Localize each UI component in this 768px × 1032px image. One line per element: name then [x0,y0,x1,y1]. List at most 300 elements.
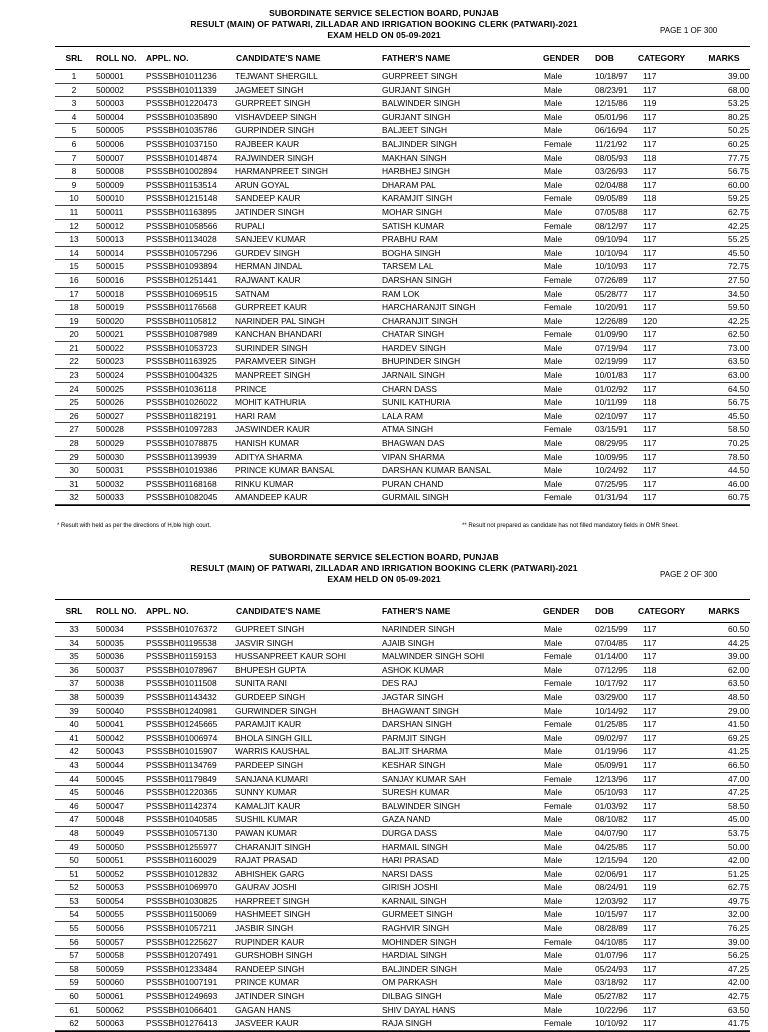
dob-cell: 04/07/90 [595,827,628,838]
roll-no-cell: 500035 [96,637,124,648]
page-number: PAGE 1 OF 300 [660,26,718,35]
srl-cell: 62 [69,1018,79,1029]
roll-no-cell: 500044 [96,759,124,770]
srl-cell: 28 [69,438,79,449]
roll-no-cell: 500024 [96,370,124,381]
category-cell: 117 [643,438,657,449]
marks-cell: 62.00 [728,664,749,675]
appl-no-cell: PSSSBH01215148 [146,193,218,204]
roll-no-cell: 500032 [96,478,124,489]
category-cell: 117 [643,1018,657,1029]
marks-cell: 34.50 [728,288,749,299]
marks-cell: 58.50 [728,424,749,435]
candidate-name-cell: GURPREET KAUR [235,302,307,313]
table-row [55,355,750,369]
father-name-cell: VIPAN SHARMA [382,451,445,462]
roll-no-cell: 500016 [96,274,124,285]
marks-cell: 68.00 [728,84,749,95]
dob-cell: 12/15/94 [595,855,628,866]
appl-no-cell: PSSSBH01040585 [146,814,218,825]
gender-cell: Male [544,261,563,272]
marks-cell: 56.75 [728,166,749,177]
marks-cell: 60.50 [728,624,749,634]
gender-cell: Female [544,220,572,231]
dob-cell: 10/10/93 [595,261,628,272]
candidate-name-cell: HARI RAM [235,410,276,421]
dob-cell: 05/09/91 [595,759,628,770]
marks-cell: 45.50 [728,247,749,258]
candidate-name-cell: GURWINDER SINGH [235,705,317,716]
category-cell: 117 [643,759,657,770]
srl-cell: 52 [69,882,79,893]
father-name-cell: BALJINDER SINGH [382,138,457,149]
candidate-name-cell: KANCHAN BHANDARI [235,329,322,340]
table-row [55,152,750,166]
gender-cell: Male [544,478,563,489]
gender-cell: Male [544,909,563,920]
candidate-name-cell: HASHMEET SINGH [235,909,311,920]
father-name-cell: GIRISH JOSHI [382,882,438,893]
exam-date: EXAM HELD ON 05-09-2021 [327,30,441,40]
marks-cell: 77.75 [728,152,749,163]
gender-cell: Male [544,787,563,798]
col-gender: GENDER [543,53,580,63]
roll-no-cell: 500003 [96,98,124,109]
father-name-cell: ASHOK KUMAR [382,664,444,675]
marks-cell: 41.75 [728,1018,749,1029]
father-name-cell: JARNAIL SINGH [382,370,445,381]
candidate-name-cell: BHOLA SINGH GILL [235,732,313,743]
dob-cell: 01/14/00 [595,651,628,662]
candidate-name-cell: GURSHOBH SINGH [235,950,313,961]
appl-no-cell: PSSSBH01069515 [146,288,218,299]
srl-cell: 22 [69,356,79,367]
category-cell: 117 [643,465,657,476]
col-gender: GENDER [543,606,580,616]
candidate-name-cell: PRINCE KUMAR [235,977,300,988]
table-row [55,813,750,827]
srl-cell: 43 [69,759,79,770]
roll-no-cell: 500059 [96,963,124,974]
gender-cell: Male [544,397,563,408]
category-cell: 117 [643,691,657,702]
result-title: RESULT (MAIN) OF PATWARI, ZILLADAR AND IRRIGATION BOOKING CLERK (PATWARI)-2021 [190,19,578,29]
appl-no-cell: PSSSBH01087989 [146,329,218,340]
category-cell: 117 [643,71,657,81]
candidate-name-cell: RINKU KUMAR [235,478,294,489]
candidate-name-cell: JASWINDER KAUR [235,424,310,435]
gender-cell: Male [544,691,563,702]
category-cell: 117 [643,787,657,798]
roll-no-cell: 500037 [96,664,124,675]
appl-no-cell: PSSSBH01011236 [146,71,217,81]
appl-no-cell: PSSSBH01057211 [146,923,217,934]
father-name-cell: MOHAR SINGH [382,206,443,217]
gender-cell: Male [544,705,563,716]
srl-cell: 5 [71,125,77,136]
father-name-cell: SURESH KUMAR [382,787,450,798]
marks-cell: 59.50 [728,302,749,313]
category-cell: 117 [643,329,657,340]
table-row [55,260,750,274]
table-row [55,1004,750,1018]
srl-cell: 38 [69,691,79,702]
candidate-name-cell: PAWAN KUMAR [235,827,298,838]
father-name-cell: BALWINDER SINGH [382,98,461,109]
father-name-cell: MAKHAN SINGH [382,152,447,163]
father-name-cell: CHATAR SINGH [382,329,445,340]
candidate-name-cell: GUPREET SINGH [235,624,305,634]
exam-date: EXAM HELD ON 05-09-2021 [327,574,441,584]
col-category: CATEGORY [638,53,686,63]
father-name-cell: DARSHAN SINGH [382,274,452,285]
gender-cell: Female [544,773,572,784]
appl-no-cell: PSSSBH01037150 [146,138,218,149]
dob-cell: 05/01/96 [595,111,628,122]
dob-cell: 10/01/83 [595,370,628,381]
candidate-name-cell: PRINCE [235,383,267,394]
marks-cell: 47.25 [728,787,749,798]
gender-cell: Male [544,923,563,934]
candidate-name-cell: RANDEEP SINGH [235,963,305,974]
dob-cell: 10/10/94 [595,247,628,258]
marks-cell: 27.50 [728,274,749,285]
category-cell: 117 [643,746,657,757]
category-cell: 117 [643,950,657,961]
category-cell: 118 [643,193,657,204]
appl-no-cell: PSSSBH01159153 [146,651,217,662]
srl-cell: 12 [69,220,79,231]
gender-cell: Male [544,234,563,245]
category-cell: 117 [643,923,657,934]
roll-no-cell: 500036 [96,651,124,662]
category-cell: 117 [643,288,657,299]
category-cell: 117 [643,624,657,634]
father-name-cell: KARAMJIT SINGH [382,193,453,204]
srl-cell: 46 [69,800,79,811]
col-appl-no: APPL. NO. [146,53,189,63]
gender-cell: Male [544,451,563,462]
dob-cell: 07/19/94 [595,342,628,353]
table-row [55,949,750,963]
marks-cell: 64.50 [728,383,749,394]
candidate-name-cell: SUNITA RANI [235,678,287,689]
dob-cell: 01/31/94 [595,492,628,503]
gender-cell: Male [544,288,563,299]
candidate-name-cell: PRINCE KUMAR BANSAL [235,465,335,476]
father-name-cell: TARSEM LAL [382,261,434,272]
appl-no-cell: PSSSBH01069970 [146,882,218,893]
marks-cell: 62.75 [728,206,749,217]
appl-no-cell: PSSSBH01142374 [146,800,217,811]
table-row [55,759,750,773]
table-row [55,464,750,478]
table-row [55,396,750,410]
table-row [55,990,750,1004]
dob-cell: 12/03/92 [595,895,628,906]
dob-cell: 08/10/82 [595,814,628,825]
dob-cell: 07/26/89 [595,274,628,285]
srl-cell: 4 [71,111,77,122]
category-cell: 117 [643,936,657,947]
srl-cell: 59 [69,977,79,988]
dob-cell: 05/28/77 [595,288,628,299]
category-cell: 117 [643,370,657,381]
table-row [55,800,750,814]
father-name-cell: CHARN DASS [382,383,437,394]
gender-cell: Male [544,206,563,217]
father-name-cell: NARINDER SINGH [382,624,455,634]
gender-cell: Male [544,71,563,81]
appl-no-cell: PSSSBH01002894 [146,166,218,177]
marks-cell: 44.25 [728,637,749,648]
category-cell: 117 [643,732,657,743]
col-father-name: FATHER'S NAME [382,53,451,63]
roll-no-cell: 500040 [96,705,124,716]
appl-no-cell: PSSSBH01240981 [146,705,218,716]
category-cell: 117 [643,492,657,503]
candidate-name-cell: GURPINDER SINGH [235,125,315,136]
dob-cell: 08/29/95 [595,438,628,449]
appl-no-cell: PSSSBH01105812 [146,315,217,326]
category-cell: 118 [643,397,657,408]
father-name-cell: LALA RAM [382,410,423,421]
srl-cell: 25 [69,397,79,408]
dob-cell: 07/25/95 [595,478,628,489]
dob-cell: 01/07/96 [595,950,628,961]
marks-cell: 45.00 [728,814,749,825]
gender-cell: Male [544,664,563,675]
roll-no-cell: 500034 [96,624,124,634]
dob-cell: 05/27/82 [595,991,628,1002]
table-row [55,922,750,936]
roll-no-cell: 500002 [96,84,124,95]
dob-cell: 02/04/88 [595,179,628,190]
candidate-name-cell: NARINDER PAL SINGH [235,315,325,326]
dob-cell: 10/18/97 [595,71,628,81]
category-cell: 117 [643,963,657,974]
dob-cell: 01/19/96 [595,746,628,757]
roll-no-cell: 500054 [96,895,124,906]
table-row [55,976,750,990]
table-row [55,423,750,437]
col-candidate-name: CANDIDATE'S NAME [236,53,321,63]
category-cell: 117 [643,410,657,421]
srl-cell: 61 [69,1004,79,1015]
marks-cell: 39.00 [728,651,749,662]
candidate-name-cell: SURINDER SINGH [235,342,308,353]
marks-cell: 29.00 [728,705,749,716]
table-row [55,274,750,288]
dob-cell: 03/29/00 [595,691,628,702]
srl-cell: 36 [69,664,79,675]
srl-cell: 26 [69,410,79,421]
table-row [55,247,750,261]
srl-cell: 42 [69,746,79,757]
appl-no-cell: PSSSBH01004325 [146,370,218,381]
gender-cell: Female [544,302,572,313]
srl-cell: 56 [69,936,79,947]
marks-cell: 72.75 [728,261,749,272]
srl-cell: 58 [69,963,79,974]
roll-no-cell: 500050 [96,841,124,852]
gender-cell: Male [544,732,563,743]
srl-cell: 7 [71,152,77,163]
roll-no-cell: 500001 [96,71,124,81]
candidate-name-cell: VISHAVDEEP SINGH [235,111,317,122]
gender-cell: Male [544,315,563,326]
gender-cell: Male [544,465,563,476]
appl-no-cell: PSSSBH01007191 [146,977,218,988]
dob-cell: 02/06/91 [595,868,628,879]
category-cell: 120 [643,855,657,866]
table-row [55,1017,750,1031]
father-name-cell: PRABHU RAM [382,234,438,245]
table-row [55,786,750,800]
roll-no-cell: 500022 [96,342,124,353]
roll-no-cell: 500019 [96,302,124,313]
marks-cell: 53.25 [728,98,749,109]
srl-cell: 23 [69,370,79,381]
candidate-name-cell: MANPREET SINGH [235,370,311,381]
roll-no-cell: 500049 [96,827,124,838]
gender-cell: Male [544,247,563,258]
srl-cell: 40 [69,719,79,730]
candidate-name-cell: GAGAN HANS [235,1004,291,1015]
page-header [0,546,768,585]
roll-no-cell: 500026 [96,397,124,408]
roll-no-cell: 500058 [96,950,124,961]
col-roll-no: ROLL NO. [96,606,137,616]
father-name-cell: HARCHARANJIT SINGH [382,302,476,313]
table-row [55,650,750,664]
roll-no-cell: 500055 [96,909,124,920]
marks-cell: 56.75 [728,397,749,408]
father-name-cell: HARBHEJ SINGH [382,166,450,177]
srl-cell: 41 [69,732,79,743]
father-name-cell: SATISH KUMAR [382,220,445,231]
appl-no-cell: PSSSBH01233484 [146,963,218,974]
gender-cell: Male [544,410,563,421]
category-cell: 117 [643,424,657,435]
dob-cell: 10/10/92 [595,1018,628,1029]
marks-cell: 51.25 [728,868,749,879]
category-cell: 117 [643,234,657,245]
father-name-cell: MALWINDER SINGH SOHI [382,651,485,662]
father-name-cell: CHARANJIT SINGH [382,315,458,326]
gender-cell: Male [544,814,563,825]
father-name-cell: BALJIT SHARMA [382,746,448,757]
marks-cell: 59.25 [728,193,749,204]
gender-cell: Female [544,678,572,689]
father-name-cell: KARNAIL SINGH [382,895,447,906]
appl-no-cell: PSSSBH01015907 [146,746,218,757]
srl-cell: 2 [71,84,77,95]
father-name-cell: DHARAM PAL [382,179,436,190]
father-name-cell: BOGHA SINGH [382,247,441,258]
marks-cell: 32.00 [728,909,749,920]
dob-cell: 01/03/92 [595,800,628,811]
table-row [55,437,750,451]
marks-cell: 60.75 [728,492,749,503]
gender-cell: Male [544,383,563,394]
table-row [55,220,750,234]
appl-no-cell: PSSSBH01207491 [146,950,218,961]
candidate-name-cell: WARRIS KAUSHAL [235,746,310,757]
gender-cell: Male [544,977,563,988]
father-name-cell: BALJEET SINGH [382,125,448,136]
dob-cell: 07/12/95 [595,664,628,675]
appl-no-cell: PSSSBH01082045 [146,492,218,503]
father-name-cell: HARMAIL SINGH [382,841,448,852]
roll-no-cell: 500043 [96,746,124,757]
candidate-name-cell: CHARANJIT SINGH [235,841,311,852]
table-body [55,623,750,1032]
table-row [55,478,750,492]
srl-cell: 20 [69,329,79,340]
gender-cell: Male [544,868,563,879]
candidate-name-cell: RUPALI [235,220,265,231]
candidate-name-cell: ABHISHEK GARG [235,868,305,879]
appl-no-cell: PSSSBH01097283 [146,424,218,435]
table-row [55,111,750,125]
srl-cell: 13 [69,234,79,245]
appl-no-cell: PSSSBH01078875 [146,438,218,449]
table-row [55,664,750,678]
appl-no-cell: PSSSBH01057130 [146,827,218,838]
father-name-cell: HARDIAL SINGH [382,950,447,961]
dob-cell: 01/25/85 [595,719,628,730]
table-row [55,383,750,397]
appl-no-cell: PSSSBH01143432 [146,691,217,702]
category-cell: 117 [643,383,657,394]
appl-no-cell: PSSSBH01276413 [146,1018,218,1029]
marks-cell: 48.50 [728,691,749,702]
marks-cell: 62.75 [728,882,749,893]
srl-cell: 50 [69,855,79,866]
candidate-name-cell: SANJANA KUMARI [235,773,309,784]
gender-cell: Male [544,895,563,906]
gender-cell: Male [544,152,563,163]
candidate-name-cell: ARUN GOYAL [235,179,290,190]
dob-cell: 08/24/91 [595,882,628,893]
table-row [55,315,750,329]
dob-cell: 02/10/97 [595,410,628,421]
dob-cell: 03/18/92 [595,977,628,988]
srl-cell: 17 [69,288,79,299]
page-number: PAGE 2 OF 300 [660,570,718,579]
candidate-name-cell: HERMAN JINDAL [235,261,303,272]
dob-cell: 08/12/97 [595,220,628,231]
marks-cell: 63.50 [728,356,749,367]
marks-cell: 63.00 [728,370,749,381]
table-row [55,165,750,179]
gender-cell: Male [544,438,563,449]
board-title: SUBORDINATE SERVICE SELECTION BOARD, PUNJAB [269,8,499,18]
srl-cell: 44 [69,773,79,784]
gender-cell: Male [544,827,563,838]
roll-no-cell: 500018 [96,288,124,299]
dob-cell: 12/26/89 [595,315,628,326]
marks-cell: 42.25 [728,315,749,326]
srl-cell: 9 [71,179,77,190]
category-cell: 117 [643,637,657,648]
dob-cell: 02/15/99 [595,624,628,634]
father-name-cell: DARSHAN KUMAR BANSAL [382,465,491,476]
srl-cell: 31 [69,478,79,489]
table-row [55,841,750,855]
col-dob: DOB [595,53,614,63]
